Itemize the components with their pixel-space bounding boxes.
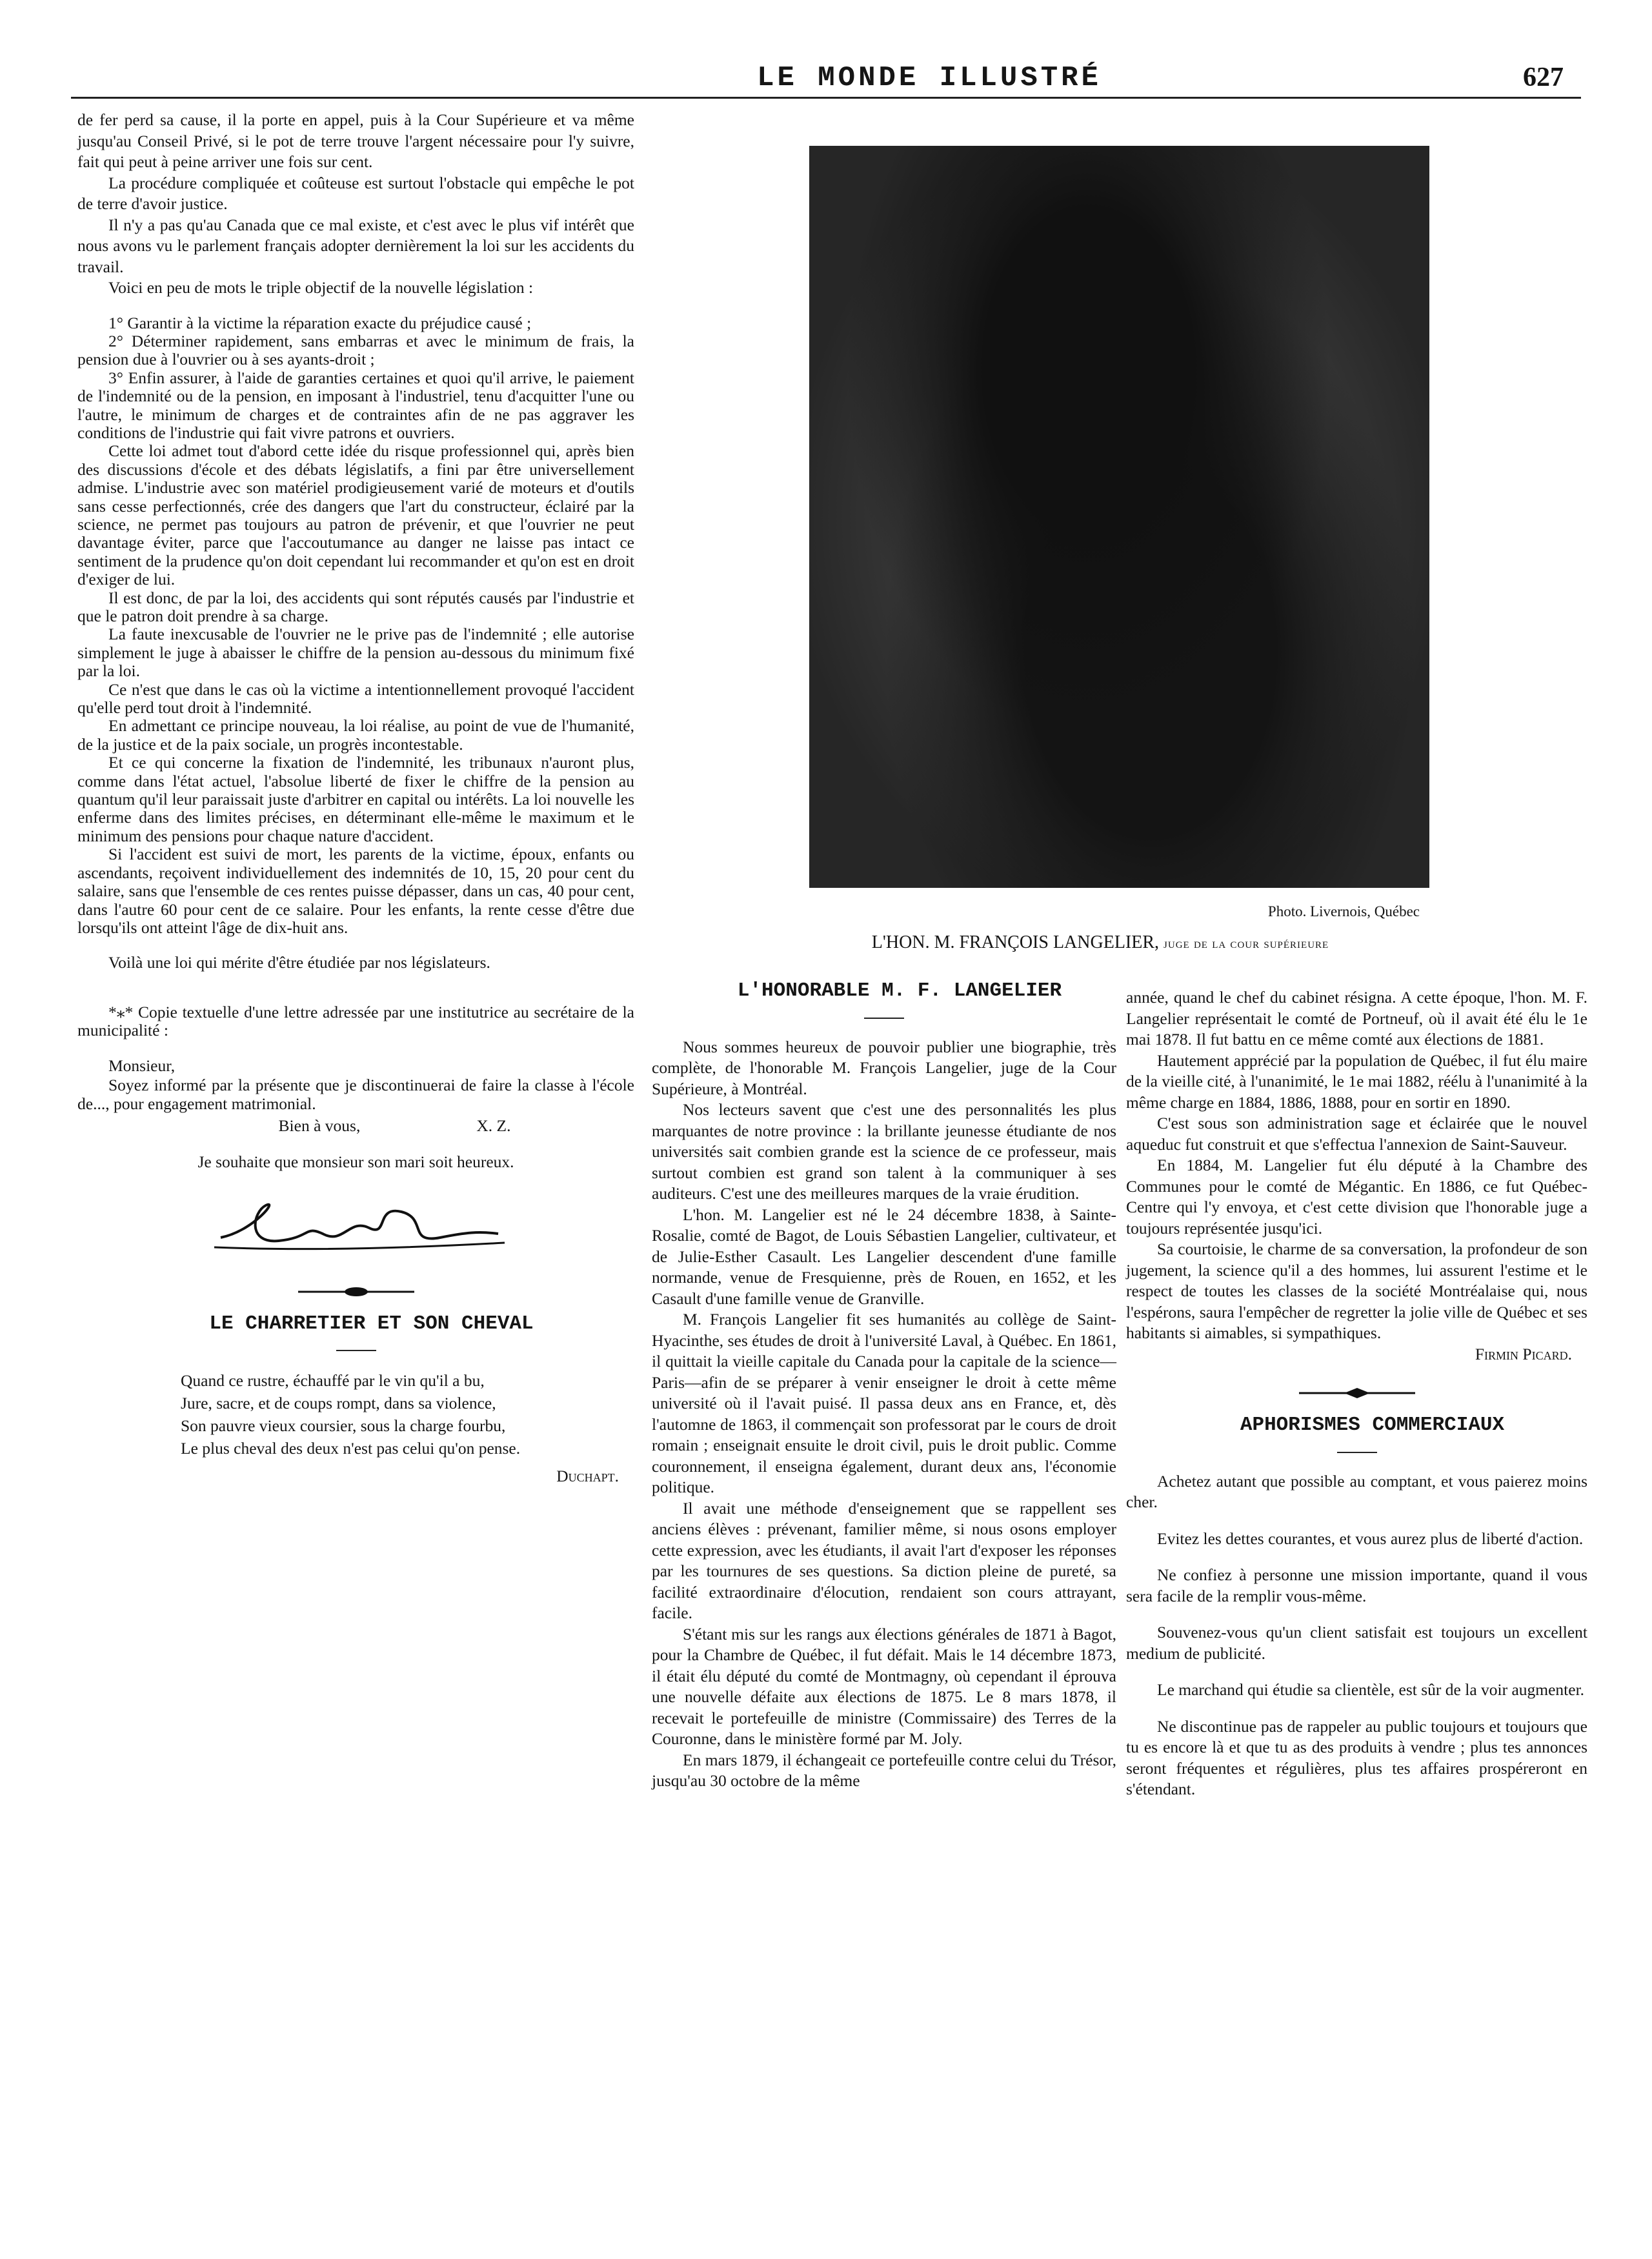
paragraph: année, quand le chef du cabinet résigna. A cette époque, l'hon. M. F. Langelier représentait le comté de Portneuf, où il avait été élu le 1e mai 1878. Il fut battu en ce même comté aux élections de 1881. [1126,988,1587,1049]
masthead-title: LE MONDE ILLUSTRÉ [757,62,1102,94]
paragraph: Si l'accident est suivi de mort, les parents de la victime, époux, enfants ou ascendants, reçoivent individuellement des indemnités de 10, 15, 20 pour cent du salaire, sans que l'ensemble de ces rentes puisse dépasser, dans un cas, 40 pour cent, dans l'autre 60 pour cent de ce salaire. Pour les enfants, la rente cesse d'être due lorsqu'ils ont atteint l'âge de dix-huit ans. [77,845,634,937]
poem-author: Duchapt. [556,1467,619,1486]
poem-line: Son pauvre vieux coursier, sous la charge fourbu, [181,1416,506,1436]
paragraph: Voilà une loi qui mérite d'être étudiée par nos législateurs. [108,953,490,972]
paragraph: Ce n'est que dans le cas où la victime a intentionnellement provoqué l'accident qu'elle perd tout droit à l'indemnité. [77,679,634,718]
paragraph: Sa courtoisie, le charme de sa conversation, la profondeur de son jugement, la science qu'il a des hommes, lui assurent l'estime et le respect de toutes les classes de la société Montréalaise qui, nous l'espérons, saura l'empêcher de regretter la jolie ville de Québec et ses habitants si aimables, si sympathiques. [1126,1240,1587,1342]
letter-close: Bien à vous, [278,1116,361,1135]
portrait-photo [809,146,1429,888]
column-2 [652,981,1116,1792]
photo-caption [768,932,1433,953]
paragraph: Nos lecteurs savent que c'est une des personnalités les plus marquantes de notre province : la brillante jeunesse étudiante de nos universités sait combien grande est la science de ce professeur, mais surtout combien est grand son talent à la communiquer à ses auditeurs. C'est une des meilleures marques de la vraie érudition. [652,1100,1116,1203]
aphorism: Ne discontinue pas de rappeler au public toujours et toujours que tu es encore là et que tu as des produits à vendre ; plus tes annonces seront fréquentes et régulières, plus tes affaires prospéreront en s'étendant. [1126,1716,1587,1798]
article-signature: Firmin Picard. [1475,1344,1572,1363]
letter-closing [77,1116,634,1137]
paragraph: La procédure compliquée et coûteuse est surtout l'obstacle qui empêche le pot de terre d'avoir justice. [77,173,634,213]
paragraph: de fer perd sa cause, il la porte en appel, puis à la Cour Supérieure et va même jusqu'au Conseil Privé, si le pot de terre trouve l'argent nécessaire pour l'y suivre, fait qui peut à peine arriver une fois sur cent. [77,110,634,171]
ornament-divider [292,1285,421,1298]
letter-intro: *⁎* Copie textuelle d'une lettre adressée par une institutrice au secrétaire de la municipalité : [77,1002,634,1040]
poem-line: Quand ce rustre, échauffé par le vin qu'il a bu, [181,1371,485,1391]
paragraph: Il est donc, de par la loi, des accidents qui sont réputés causés par l'industrie et que le patron doit prendre à sa charge. [77,588,634,625]
paragraph: Cette loi admet tout d'abord cette idée du risque professionnel qui, après bien des discussions d'école et des débats législatifs, a fini par être universellement admise. L'industrie avec son matériel prodigieusement varié de moteurs et d'outils sans cesse perfectionnés, crée des dangers que l'art du constructeur, éclairé par la science, ne permet pas toujours au patron de prévenir, et que l'ouvrier ne peut davantage éviter, parce que l'accoutumance au danger ne laisse pas intact ce sentiment de la prudence qu'on doit cependant lui recommander et qu'on est en droit d'exiger de lui. [77,441,634,589]
paragraph: Il n'y a pas qu'au Canada que ce mal existe, et c'est avec le plus vif intérêt que nous avons vu le parlement français adopter dernièrement la loi sur les accidents du travail. [77,215,634,276]
aphorism: Souvenez-vous qu'un client satisfait est toujours un excellent medium de publicité. [1126,1623,1587,1663]
poem-line: Jure, sacre, et de coups rompt, dans sa violence, [181,1394,496,1413]
aphorism: Evitez les dettes courantes, et vous aurez plus de liberté d'action. [1157,1529,1584,1548]
letter-greeting: Monsieur, [108,1056,176,1075]
aphorism: Achetez autant que possible au comptant, et vous paierez moins cher. [1126,1471,1587,1511]
header-rule [71,97,1581,99]
handwritten-signature [195,1186,518,1263]
column-3 [1126,987,1587,1800]
paragraph: C'est sous son administration sage et éclairée que le nouvel aqueduc fut construit et que s'effectua l'annexion de Saint-Sauveur. [1126,1114,1587,1154]
aphorism: Ne confiez à personne une mission importante, quand il vous sera facile de la remplir vous-même. [1126,1565,1587,1605]
letter-body: Soyez informé par la présente que je discontinuerai de faire la classe à l'école de..., pour engagement matrimonial. [77,1076,634,1113]
list-item: 3° Enfin assurer, à l'aide de garanties certaines et quoi qu'il arrive, le paiement de l'indemnité ou de la pension, en imposant à l'industriel, tenu d'acquitter l'une ou l'autre, le minimum de charges et de contraintes afin de ne pas aggraver les conditions de l'industrie qui fait vivre patrons et ouvriers. [77,368,634,442]
paragraph: Il avait une méthode d'enseignement que se rappellent ses anciens élèves : prévenant, familier même, si nous osons employer cette expression, avec les étudiants, il avait l'art d'exposer les réponses par les tournures de ses questions. Sa diction pleine de pureté, sa facilité extraordinaire d'élocution, rendaient son cours attrayant, facile. [652,1498,1116,1622]
poem-title: LE CHARRETIER ET SON CHEVAL [209,1312,534,1335]
poem-line: Le plus cheval des deux n'est pas celui qu'on pense. [181,1439,521,1458]
paragraph: En 1884, M. Langelier fut élu député à la Chambre des Communes pour le comté de Mégantic. En 1886, ce fut Québec-Centre qui l'y envoya, et c'est cette division que l'honorable juge a toujours représentée jusqu'ici. [1126,1156,1587,1238]
paragraph: Nous sommes heureux de pouvoir publier une biographie, très complète, de l'honorable M. François Langelier, juge de la Cour Supérieure, à Montréal. [652,1037,1116,1098]
ornament-divider [1293,1387,1422,1400]
paragraph: En admettant ce principe nouveau, la loi réalise, au point de vue de l'humanité, de la justice et de la paix sociale, un progrès incontestable. [77,716,634,754]
caption-subtitle: juge de la cour supérieure [1163,936,1329,951]
title-rule [864,1018,904,1019]
letter-signature-initials: X. Z. [476,1116,511,1135]
article-title: L'HONORABLE M. F. LANGELIER [737,979,1062,1002]
list-item: 1° Garantir à la victime la réparation exacte du préjudice causé ; [108,313,532,332]
poem [77,1369,634,1460]
paragraph: La faute inexcusable de l'ouvrier ne le prive pas de l'indemnité ; elle autorise simplement le juge à abaisser le chiffre de la pension au-dessous du minimum fixé par la loi. [77,625,634,681]
title-rule [336,1350,376,1351]
aphorisms-title: APHORISMES COMMERCIAUX [1240,1414,1505,1436]
paragraph: Hautement apprécié par la population de Québec, il fut élu maire de la vieille cité, à l'unanimité, le 1e mai 1882, réélu à l'unanimité à la même charge en 1884, 1886, 1888, pour en sortir en 1890. [1126,1050,1587,1112]
paragraph: M. François Langelier fit ses humanités au collège de Saint-Hyacinthe, ses études de droit à l'université Laval, à Québec. En 1861, il quittait la vieille capitale du Canada pour la capitale de la science—Paris—afin de se préparer à venir enseigner le droit à cette même université où il l'avait puisé. Il passa deux ans en France, et, dès l'automne de 1863, il commençait son professorat par le cours de droit romain ; enseignait ensuite le droit civil, puis le droit public. Comme couronnement, il enseigna également, durant deux ans, l'économie politique. [652,1310,1116,1496]
paragraph: Et ce qui concerne la fixation de l'indemnité, les tribunaux n'auront plus, comme dans l'état actuel, l'absolue liberté de fixer le chiffre de la pension au quantum qu'il leur paraissait juste d'arbitrer en capital ou intérêts. La loi nouvelle les enferme dans des limites précises, en déterminant elle-même le maximum et le minimum des pensions pour chaque nature d'accident. [77,753,634,845]
paragraph: En mars 1879, il échangeait ce portefeuille contre celui du Trésor, jusqu'au 30 octobre de la même [652,1750,1116,1790]
column-1 [77,110,634,1487]
aphorism: Le marchand qui étudie sa clientèle, est sûr de la voir augmenter. [1157,1680,1585,1699]
letter-wish: Je souhaite que monsieur son mari soit heureux. [197,1152,514,1172]
title-rule [1337,1452,1377,1453]
paragraph: Voici en peu de mots le triple objectif de la nouvelle législation : [108,278,534,297]
paragraph: S'étant mis sur les rangs aux élections générales de 1871 à Bagot, pour la Chambre de Québec, il fut défait. Mais le 14 décembre 1873, il était élu député du comté de Montmagny, où cependant il éprouva une nouvelle défaite aux élections de 1875. Le 8 mars 1878, il recevait le portefeuille de ministre (Commissaire) des Terres de la Couronne, dans le ministère formé par M. Joly. [652,1624,1116,1748]
photo-credit: Photo. Livernois, Québec [1267,903,1420,919]
caption-main: L'HON. M. FRANÇOIS LANGELIER, [871,932,1160,952]
paragraph: L'hon. M. Langelier est né le 24 décembre 1838, à Sainte-Rosalie, comté de Bagot, de Louis Sébastien Langelier, cultivateur, et de Julie-Esther Casault. Les Langelier descendent d'une famille normande, venue de Fresquienne, près de Rouen, en 1652, et les Casault d'une famille venue de Granville. [652,1205,1116,1308]
page-number: 627 [1523,63,1564,92]
list-item: 2° Déterminer rapidement, sans embarras et avec le minimum de frais, la pension due à l'ouvrier ou à ses ayants-droit ; [77,331,634,369]
